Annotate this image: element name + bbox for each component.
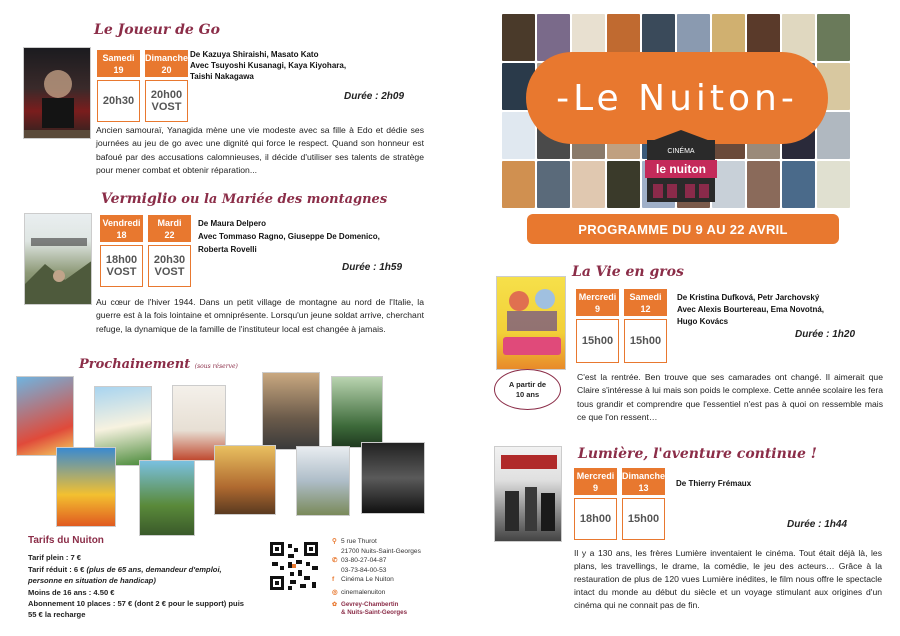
poster-joueur-de-go[interactable] bbox=[23, 47, 91, 139]
tarifs-block bbox=[28, 535, 254, 621]
poster-bodin[interactable] bbox=[214, 445, 276, 515]
poster-natacha[interactable] bbox=[16, 376, 74, 456]
tarif-line: Tarif plein : 7 € bbox=[28, 553, 82, 563]
synopsis-joueur-de-go: Ancien samouraï, Yanagida mène une vie modeste avec sa fille à Edo et dédie ses journées au jeu de go avec une dignité qui force le respect. Quand son honneur est bafoué par des accusations calomnieuses, il décide d'utiliser ses talents de stratège pour mener combat et obtenir réparation... bbox=[96, 125, 424, 175]
phone-line[interactable]: 03-73-84-00-53 bbox=[341, 566, 387, 574]
synopsis-vermiglio: Au cœur de l'hiver 1944. Dans un petit village de montagne au nord de l'Italie, la guerre est à la fois lointaine et omniprésente. Lorsqu'un jeune soldat arrive, cherchant refuge, la dynamique de la famille de l'instituteur local est changée à jamais. bbox=[96, 297, 424, 334]
credits-la-vie-en-gros: De Kristina Dufková, Petr Jarchovský Avec Alexis Bourtereau, Ema Novotná, Hugo Kovács bbox=[677, 293, 825, 326]
schedule-joueur-de-go bbox=[97, 50, 188, 122]
poster-vermiglio[interactable] bbox=[24, 213, 92, 305]
showtime-1[interactable] bbox=[574, 468, 617, 540]
credits-vermiglio: De Maura Delpero Avec Tommaso Ragno, Giuseppe De Domenico, Roberta Rovelli bbox=[198, 219, 380, 254]
phone-line[interactable]: ✆ 03-80-27-04-87 bbox=[332, 557, 387, 564]
programme-banner: PROGRAMME DU 9 AU 22 AVRIL bbox=[527, 214, 839, 244]
facebook-link[interactable]: f Cinéma Le Nuiton bbox=[332, 576, 394, 583]
poster-vermiglio-art bbox=[25, 214, 92, 305]
schedule-lumiere bbox=[574, 468, 665, 540]
showtime-time: 15h00 bbox=[624, 319, 667, 363]
film-title-joueur-de-go: Le Joueur de Go bbox=[94, 22, 220, 38]
showtime-2[interactable] bbox=[145, 50, 188, 122]
poster-lumiere[interactable] bbox=[494, 446, 562, 542]
poster-ozi[interactable] bbox=[56, 447, 116, 527]
credits-lumiere: De Thierry Frémaux bbox=[676, 479, 752, 488]
schedule-la-vie-en-gros bbox=[576, 289, 667, 363]
showtime-day: Mercredi 9 bbox=[576, 289, 619, 316]
instagram-icon: ◎ bbox=[332, 588, 338, 596]
credits-joueur-de-go: De Kazuya Shiraishi, Masato Kato Avec Tsuyoshi Kusanagi, Kaya Kiyohara, Taishi Nakagawa bbox=[190, 50, 347, 81]
film-title-lumiere: Lumière, l'aventure continue ! bbox=[578, 446, 817, 462]
showtime-day: Dimanche 20 bbox=[145, 50, 188, 77]
poster-voyage-pere[interactable] bbox=[296, 446, 350, 516]
showtime-time: 15h00 bbox=[622, 498, 665, 540]
facebook-icon: f bbox=[332, 576, 335, 583]
synopsis-la-vie-en-gros: C'est la rentrée. Ben trouve que ses camarades ont changé. Il aimerait que Claire s'intéresse à lui mais son poids le complexe. Cette année scolaire les fera tous grandir et comprendre que l'essentiel n'est pas à quoi on ressemble mais ce que l'on ressent… bbox=[577, 372, 883, 422]
duration-lumiere: Durée : 1h44 bbox=[787, 519, 848, 530]
showtime-1[interactable] bbox=[100, 215, 143, 287]
logo-name-text: le nuiton bbox=[656, 162, 706, 176]
age-badge: A partir de 10 ans bbox=[494, 369, 561, 410]
poster-la-vie-en-gros[interactable] bbox=[496, 276, 566, 370]
showtime-time: 18h00 VOST bbox=[100, 245, 143, 287]
duration-vermiglio: Durée : 1h59 bbox=[342, 262, 403, 273]
showtime-day: Mercredi 9 bbox=[574, 468, 617, 495]
contact-block bbox=[332, 537, 421, 617]
showtime-1[interactable] bbox=[576, 289, 619, 363]
qr-code-icon[interactable] bbox=[268, 540, 320, 592]
poster-minecraft[interactable] bbox=[139, 460, 195, 536]
poster-la-vie-en-gros-art bbox=[497, 277, 566, 370]
synopsis-lumiere: Il y a 130 ans, les frères Lumière inventaient le cinéma. Tout était déjà là, les plans, les travellings, le drame, la comédie, le jeu des acteurs… Grâce à la restauration de plus de 120 vues Lumière inédites, le film nous offre le spectacle intact du monde au début du siècle et un voyage stimulant aux origines d'un cinéma qui ne connait pas de fin. bbox=[574, 548, 882, 610]
tarif-line: Tarif réduit : 6 € (plus de 65 ans, demandeur d'emploi, personne en situation de handicap) bbox=[28, 564, 222, 586]
showtime-2[interactable] bbox=[624, 289, 667, 363]
showtime-day: Dimanche 13 bbox=[622, 468, 665, 495]
poster-lettre[interactable] bbox=[331, 376, 383, 448]
poster-joueur-de-go-art bbox=[24, 48, 91, 139]
poster-piege[interactable] bbox=[361, 442, 425, 514]
duration-joueur-de-go: Durée : 2h09 bbox=[344, 91, 405, 102]
tarif-line: Abonnement 10 places : 57 € (dont 2 € pour le support) puis 55 € la recharge bbox=[28, 599, 245, 620]
schedule-vermiglio bbox=[100, 215, 191, 287]
showtime-1[interactable] bbox=[97, 50, 140, 122]
showtime-time: 20h30 VOST bbox=[148, 245, 191, 287]
showtime-2[interactable] bbox=[148, 215, 191, 287]
poster-cassandre[interactable] bbox=[262, 372, 320, 450]
showtime-time: 20h30 bbox=[97, 80, 140, 122]
showtime-day: Mardi 22 bbox=[148, 215, 191, 242]
logo-top-text: CINÉMA bbox=[667, 148, 695, 155]
showtime-day: Vendredi 18 bbox=[100, 215, 143, 242]
showtime-day: Samedi 12 bbox=[624, 289, 667, 316]
partner-logo: ✿ Gevrey-Chambertin & Nuits-Saint-Georges bbox=[332, 601, 408, 616]
showtime-time: 18h00 bbox=[574, 498, 617, 540]
cinema-logo[interactable] bbox=[643, 130, 719, 204]
showtime-time: 15h00 bbox=[576, 319, 619, 363]
address-line: 21700 Nuits-Saint-Georges bbox=[341, 547, 421, 555]
prochainement-title: Prochainement (sous réserve) bbox=[79, 357, 238, 372]
instagram-link[interactable]: ◎ cinemalenuiton bbox=[332, 588, 386, 596]
duration-la-vie-en-gros: Durée : 1h20 bbox=[795, 329, 856, 340]
film-title-la-vie-en-gros: La Vie en gros bbox=[572, 264, 684, 280]
poster-lumiere-art bbox=[495, 447, 562, 542]
address-line: ⚲ 5 rue Thurot bbox=[332, 538, 377, 545]
partner-icon: ✿ bbox=[332, 601, 338, 608]
film-title-vermiglio: Vermiglio ou la Mariée des montagnes bbox=[101, 191, 388, 207]
tarif-line: Moins de 16 ans : 4.50 € bbox=[28, 587, 115, 597]
cinema-name: -Le Nuiton- bbox=[556, 77, 798, 119]
showtime-2[interactable] bbox=[622, 468, 665, 540]
location-pin-icon: ⚲ bbox=[332, 538, 337, 545]
phone-icon: ✆ bbox=[332, 557, 338, 564]
showtime-day: Samedi 19 bbox=[97, 50, 140, 77]
showtime-time: 20h00 VOST bbox=[145, 80, 188, 122]
tarifs-title: Tarifs du Nuiton bbox=[28, 535, 104, 546]
